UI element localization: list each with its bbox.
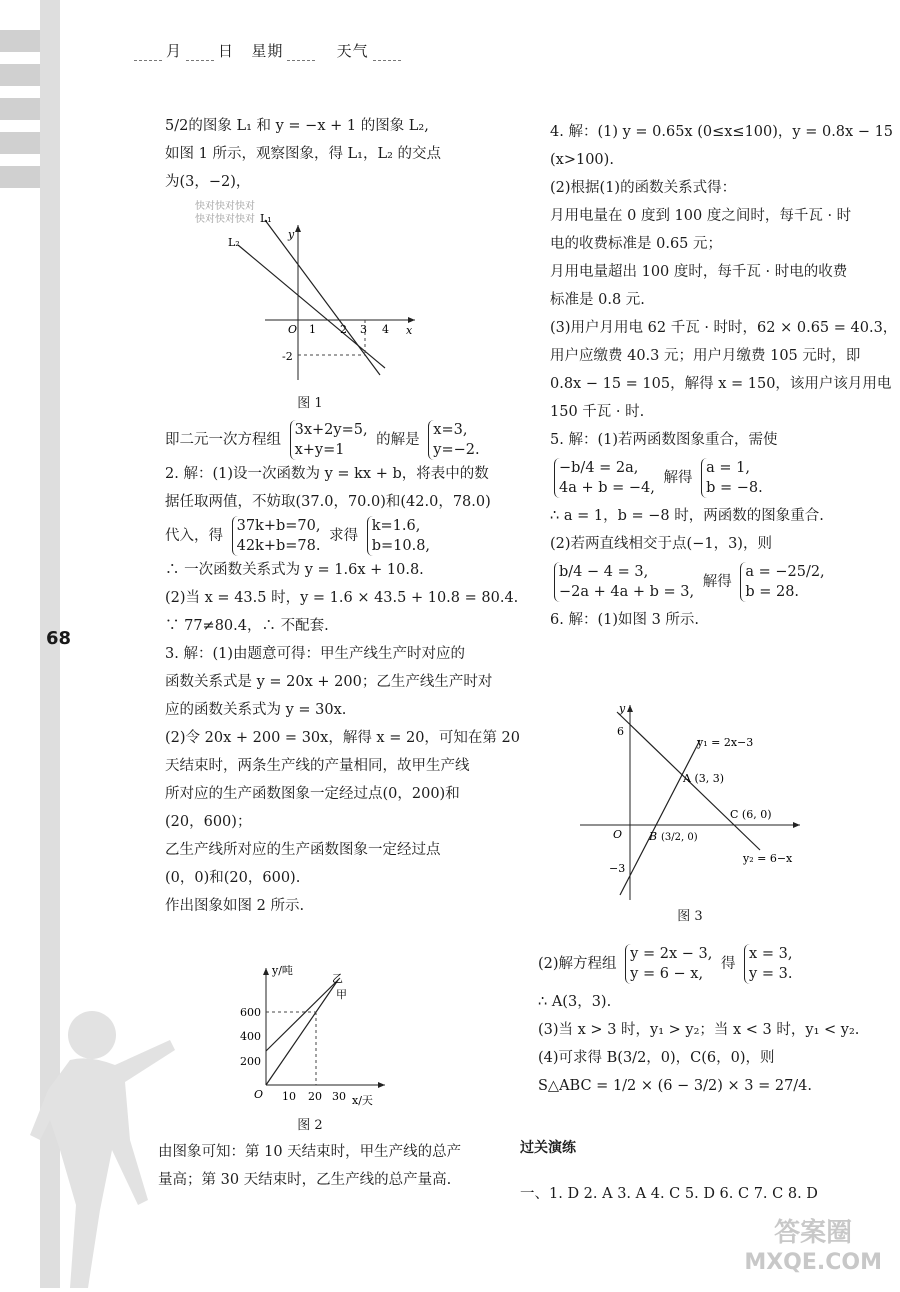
figure-3 — [575, 700, 805, 905]
stamp-text: 快对快对快对 — [195, 201, 255, 212]
line-label-y2: y₂ = 6−x — [743, 852, 793, 865]
decor-dash — [0, 132, 40, 154]
origin-label: O — [254, 1088, 264, 1101]
text-line: (x>100). — [550, 152, 614, 168]
origin-label: O — [613, 828, 623, 841]
text-line: 据任取两值，不妨取(37.0，70.0)和(42.0，78.0) — [165, 494, 491, 510]
text-line: ∵ 77≠80.4，∴ 不配套. — [165, 618, 329, 634]
text-line: (2)当 x = 43.5 时，y = 1.6 × 43.5 + 10.8 = 80.4. — [165, 590, 519, 606]
equation: y = 6 − x, — [630, 966, 704, 982]
equation-system — [367, 516, 430, 556]
figure-3-graph — [575, 700, 805, 905]
section-title: 过关演练 — [520, 1140, 576, 1156]
text-line: (3)当 x > 3 时，y₁ > y₂；当 x < 3 时，y₁ < y₂. — [538, 1022, 860, 1038]
point-b-coords: (3/2, 0) — [661, 832, 698, 843]
left-column-lower — [165, 420, 520, 920]
text-line: 天结束时，两条生产线的产量相同，故甲生产线 — [165, 758, 470, 774]
text-line: (2)令 20x + 200 = 30x，解得 x = 20，可知在第 20 — [165, 730, 520, 746]
equation-line — [165, 420, 510, 460]
text-line: (4)可求得 B(3/2，0)，C(6，0)，则 — [538, 1050, 775, 1066]
text-span: 解得 — [663, 470, 693, 486]
equation-system — [740, 562, 824, 602]
text-line: 4. 解：(1) y = 0.65x (0≤x≤100)，y = 0.8x − 15 — [550, 124, 894, 140]
decor-dash — [0, 166, 40, 188]
equation-system — [554, 458, 655, 498]
watermark-url: MXQE.COM — [744, 1250, 882, 1275]
text-line: (2)根据(1)的函数关系式得： — [550, 180, 737, 196]
figure-2-graph — [230, 960, 390, 1110]
text-line: 如图 1 所示，观察图象，得 L₁，L₂ 的交点 — [165, 146, 442, 162]
text-line: S△ABC = 1/2 × (6 − 3/2) × 3 = 27/4. — [538, 1078, 813, 1094]
tick-label: 6 — [617, 725, 624, 738]
text-line: (20，600)； — [165, 814, 252, 830]
page-number: 68 — [46, 628, 72, 649]
figure-2 — [230, 960, 390, 1110]
text-span: 解得 — [702, 574, 732, 590]
page-header — [130, 40, 405, 61]
l1-label: L₁ — [260, 212, 272, 225]
watermark-text: 答案圈 — [774, 1218, 853, 1248]
text-line: 用户应缴费 40.3 元；用户月缴费 105 元时，即 — [550, 348, 861, 364]
point-b-label: B — [649, 830, 658, 843]
text-line: ∴ a = 1，b = −8 时，两函数的图象重合. — [550, 508, 824, 524]
text-line: 量高；第 30 天结束时，乙生产线的总产量高. — [158, 1172, 452, 1188]
figure-1 — [220, 210, 420, 390]
text-line: (2)若两直线相交于点(−1，3)，则 — [550, 536, 772, 552]
decor-dash — [0, 98, 40, 120]
text-line: 函数关系式是 y = 20x + 200；乙生产线生产时对 — [165, 674, 493, 690]
text-line: ∴ 一次函数关系式为 y = 1.6x + 10.8. — [165, 562, 424, 578]
tick-label: −3 — [609, 862, 626, 875]
equation: b = −8. — [706, 480, 763, 496]
y-axis-label: y — [288, 228, 295, 241]
equation: k=1.6, — [371, 518, 421, 534]
tick-label: 30 — [332, 1090, 346, 1103]
equation: 37k+b=70, — [236, 518, 321, 534]
text-line: (3)用户月用电 62 千瓦 · 时时，62 × 0.65 = 40.3， — [550, 320, 898, 336]
text-line: 电的收费标准是 0.65 元； — [550, 236, 723, 252]
text-line: (0，0)和(20，600). — [165, 870, 301, 886]
figure-3-caption: 图 3 — [677, 909, 703, 924]
text-line: 乙生产线所对应的生产函数图象一定经过点 — [165, 842, 441, 858]
child-silhouette — [20, 1000, 240, 1288]
weekday-label: 星期 — [251, 42, 284, 60]
equation: a = 1, — [706, 460, 750, 476]
tick-label: 20 — [308, 1090, 322, 1103]
right-column-lower — [538, 940, 886, 1100]
text-span: 代入，得 — [165, 528, 223, 544]
text-line: 月用电量在 0 度到 100 度之间时，每千瓦 · 时 — [550, 208, 852, 224]
series-label-jia: 甲 — [336, 988, 347, 1001]
series-label-yi: 乙 — [332, 972, 343, 985]
text-line: ∴ A(3，3). — [538, 994, 612, 1010]
equation-system — [428, 420, 479, 460]
equation: 4a + b = −4, — [559, 480, 655, 496]
silhouette-graphic — [20, 1000, 240, 1288]
x-axis-label: x/天 — [352, 1094, 373, 1107]
text-line: 所对应的生产函数图象一定经过点(0，200)和 — [165, 786, 460, 802]
equation: y = 2x − 3, — [630, 946, 713, 962]
equation: b/4 − 4 = 3, — [559, 564, 649, 580]
equation: x = 3, — [749, 946, 793, 962]
text-line: 6. 解：(1)如图 3 所示. — [550, 612, 700, 628]
text-line: 月用电量超出 100 度时，每千瓦 · 时电的收费 — [550, 264, 848, 280]
equation-line — [165, 516, 510, 556]
text-line: 3. 解：(1)由题意可得：甲生产线生产时对应的 — [165, 646, 465, 662]
equation-line — [550, 454, 885, 502]
equation: y=−2. — [433, 442, 480, 458]
equation-system — [554, 562, 694, 602]
equation: b=10.8, — [371, 538, 431, 554]
text-line: 为(3，−2)， — [165, 174, 251, 190]
text-line: 标准是 0.8 元. — [550, 292, 645, 308]
tick-label: 10 — [282, 1090, 296, 1103]
tick-label: 2 — [340, 323, 347, 336]
y-axis-label: y — [619, 702, 626, 715]
figure-1-graph — [220, 210, 420, 390]
tick-label: 200 — [240, 1055, 261, 1068]
equation-system — [290, 420, 368, 460]
origin-label: O — [288, 323, 298, 336]
tick-label: 600 — [240, 1006, 261, 1019]
answer-line: 一、1. D 2. A 3. A 4. C 5. D 6. C 7. C 8. D — [520, 1186, 818, 1202]
equation: 42k+b=78. — [236, 538, 321, 554]
text-span: 的解是 — [376, 432, 420, 448]
y-axis-label: y/吨 — [272, 964, 293, 977]
practice-section — [520, 1134, 885, 1208]
line-label-y1: y₁ = 2x−3 — [697, 736, 754, 749]
text-span: (2)解方程组 — [538, 956, 617, 972]
equation-line — [538, 940, 886, 988]
tick-label: -2 — [282, 350, 293, 363]
text-line: 0.8x − 15 = 105，解得 x = 150，该用户该月用电 — [550, 376, 892, 392]
decor-dash — [0, 64, 40, 86]
left-column — [165, 112, 510, 196]
text-span: 即二元一次方程组 — [165, 432, 281, 448]
tick-label: 400 — [240, 1030, 261, 1043]
point-a-label: A (3, 3) — [683, 772, 725, 785]
stamp-text: 快对快对快对 — [195, 214, 255, 225]
equation-system — [701, 458, 763, 498]
text-line: 作出图象如图 2 所示. — [165, 898, 305, 914]
equation-system — [232, 516, 321, 556]
weather-label: 天气 — [336, 42, 369, 60]
decor-dash — [0, 30, 40, 52]
watermark — [744, 1218, 882, 1278]
equation-system — [625, 944, 712, 984]
equation: 3x+2y=5, — [294, 422, 368, 438]
month-label: 月 — [166, 42, 183, 60]
equation: x=3, — [433, 422, 468, 438]
text-line: 5/2的图象 L₁ 和 y = −x + 1 的图象 L₂, — [165, 118, 429, 134]
x-axis-label: x — [406, 324, 413, 337]
equation: −b/4 = 2a, — [559, 460, 639, 476]
text-span: 得 — [720, 956, 736, 972]
text-line: 150 千瓦 · 时. — [550, 404, 645, 420]
day-label: 日 — [218, 42, 235, 60]
equation: x+y=1 — [294, 442, 345, 458]
equation-line — [550, 558, 885, 606]
point-c-label: C (6, 0) — [730, 808, 772, 821]
right-column — [550, 118, 898, 634]
equation-system — [744, 944, 792, 984]
figure-2-caption: 图 2 — [297, 1118, 323, 1133]
tick-label: 3 — [360, 323, 367, 336]
equation: b = 28. — [745, 584, 800, 600]
text-line: 5. 解：(1)若两函数图象重合，需使 — [550, 432, 778, 448]
text-line: 应的函数关系式为 y = 30x. — [165, 702, 347, 718]
text-line: 由图象可知：第 10 天结束时，甲生产线的总产 — [158, 1144, 462, 1160]
l2-label: L₂ — [228, 236, 240, 249]
stamp — [195, 200, 255, 226]
equation: y = 3. — [749, 966, 793, 982]
equation: a = −25/2, — [745, 564, 825, 580]
tick-label: 4 — [382, 323, 389, 336]
equation: −2a + 4a + b = 3, — [559, 584, 695, 600]
tick-label: 1 — [309, 323, 316, 336]
text-span: 求得 — [329, 528, 359, 544]
text-line: 2. 解：(1)设一次函数为 y = kx + b，将表中的数 — [165, 466, 489, 482]
figure-1-caption: 图 1 — [297, 396, 323, 411]
